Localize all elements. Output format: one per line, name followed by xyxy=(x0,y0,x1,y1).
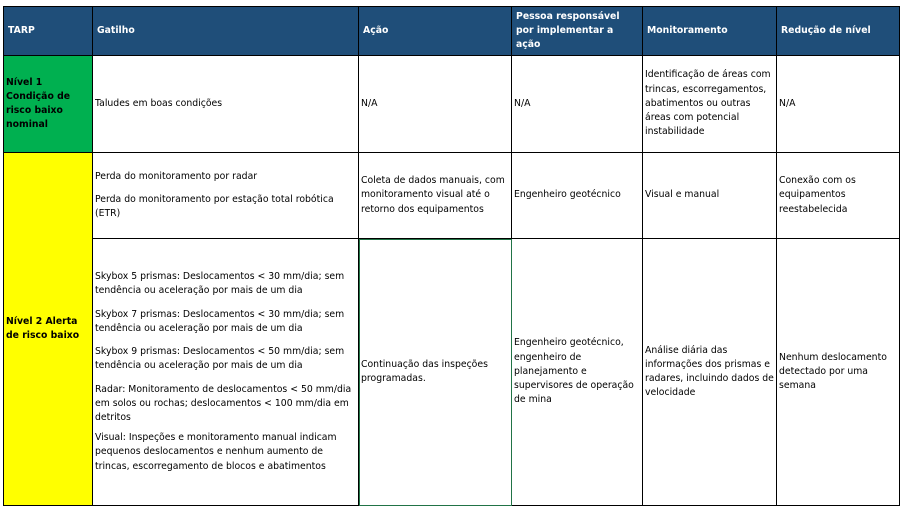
level1-acao[interactable]: N/A xyxy=(359,56,512,153)
level2a-responsavel[interactable]: Engenheiro geotécnico xyxy=(512,153,643,239)
level2a-gatilho[interactable] xyxy=(93,153,359,239)
level1-name[interactable]: Nível 1 Condição de risco baixo nominal xyxy=(4,56,93,153)
level2b-gatilho-item: Radar: Monitoramento de deslocamentos < 50 mm/dia em solos ou rochas; deslocamentos < 100 mm/dia em detritos xyxy=(95,383,352,423)
header-monitoramento[interactable]: Monitoramento xyxy=(643,7,777,56)
level2b-monitoramento[interactable]: Análise diária das informações dos prismas e radares, incluindo dados de velocidade xyxy=(643,239,777,506)
level1-reducao[interactable]: N/A xyxy=(777,56,900,153)
header-reducao[interactable]: Redução de nível xyxy=(777,7,900,56)
level2a-gatilho-line: Perda do monitoramento por estação total robótica (ETR) xyxy=(95,193,334,220)
level2-name[interactable]: Nível 2 Alerta de risco baixo xyxy=(4,153,93,506)
header-gatilho[interactable]: Gatilho xyxy=(93,7,359,56)
level1-row xyxy=(4,56,900,153)
level1-monitoramento[interactable]: Identificação de áreas com trincas, escorregamentos, abatimentos ou outras áreas com potencial instabilidade xyxy=(643,56,777,153)
level2b-reducao[interactable]: Nenhum deslocamento detectado por uma semana xyxy=(777,239,900,506)
level2a-gatilho-line: Perda do monitoramento por radar xyxy=(95,170,258,182)
level2b-gatilho-item: Skybox 5 prismas: Deslocamentos < 30 mm/dia; sem tendência ou aceleração por mais de um dia xyxy=(95,271,345,297)
level2-row-b xyxy=(4,239,900,506)
level2a-monitoramento[interactable]: Visual e manual xyxy=(643,153,777,239)
header-row xyxy=(4,7,900,56)
tarp-table xyxy=(3,6,900,506)
header-tarp[interactable]: TARP xyxy=(4,7,93,56)
level2b-gatilho-item: Skybox 9 prismas: Deslocamentos < 50 mm/dia; sem tendência ou aceleração por mais de um dia xyxy=(95,346,345,372)
level2a-acao[interactable]: Coleta de dados manuais, com monitoramento visual até o retorno dos equipamentos xyxy=(359,153,512,239)
level1-gatilho[interactable]: Taludes em boas condições xyxy=(93,56,359,153)
level2a-reducao[interactable]: Conexão com os equipamentos reestabelecida xyxy=(777,153,900,239)
level2b-gatilho-item: Visual: Inspeções e monitoramento manual indicam pequenos deslocamentos e nenhum aumento de trincas, escorregamento de blocos e abatimentos xyxy=(95,432,337,472)
level2b-acao[interactable]: Continuação das inspeções programadas. xyxy=(359,239,512,506)
level1-responsavel[interactable]: N/A xyxy=(512,56,643,153)
header-responsavel[interactable]: Pessoa responsável por implementar a ação xyxy=(512,7,643,56)
header-acao[interactable]: Ação xyxy=(359,7,512,56)
level2b-gatilho[interactable] xyxy=(93,239,359,506)
level2-row-a xyxy=(4,153,900,239)
level2b-gatilho-item: Skybox 7 prismas: Deslocamentos < 30 mm/dia; sem tendência ou aceleração por mais de um dia xyxy=(95,308,345,334)
tarp-table-container xyxy=(3,6,899,506)
level2b-responsavel[interactable]: Engenheiro geotécnico, engenheiro de planejamento e supervisores de operação de mina xyxy=(512,239,643,506)
